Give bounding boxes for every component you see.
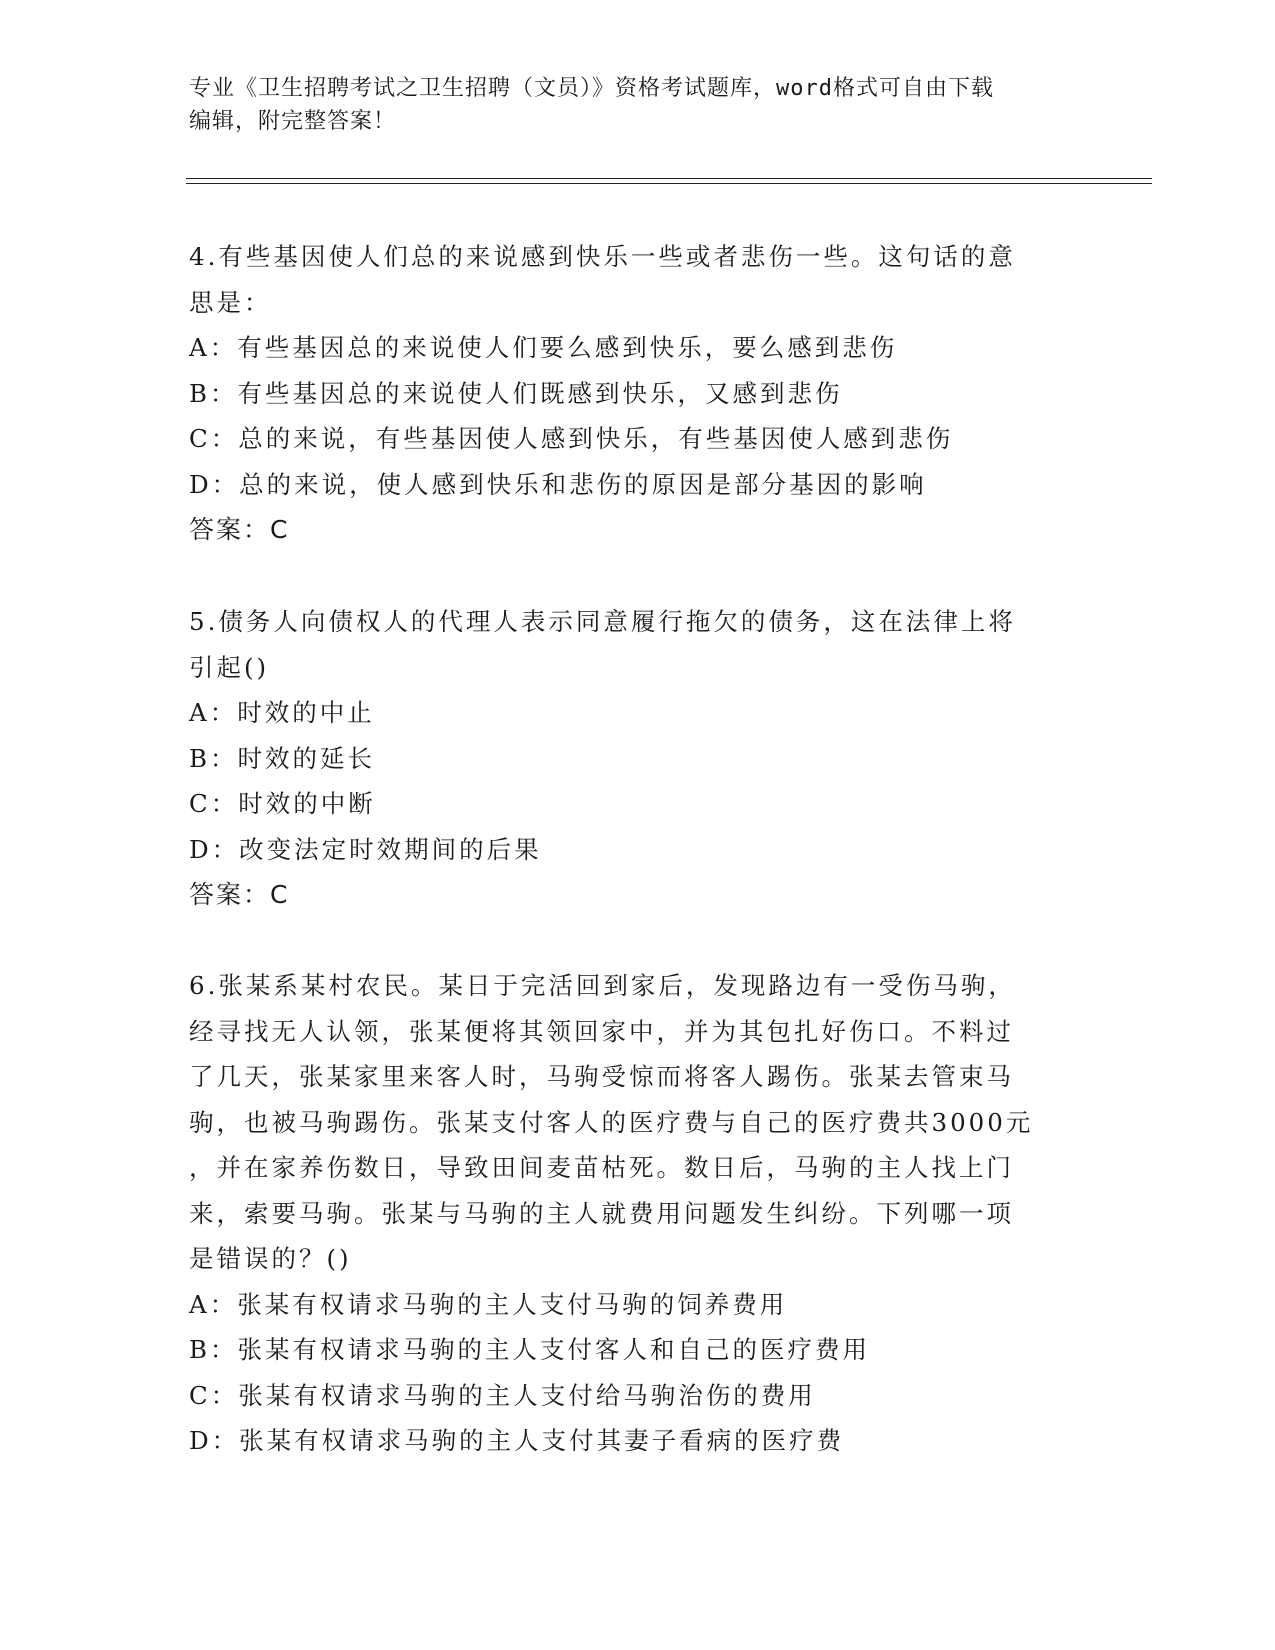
option-b: B：有些基因总的来说使人们既感到快乐，又感到悲伤 [189, 378, 843, 408]
header-line: 编辑，附完整答案！ [189, 109, 397, 134]
question-4 [189, 234, 1089, 553]
option-c: C：张某有权请求马驹的主人支付给马驹治伤的费用 [189, 1380, 816, 1410]
option-c: C：时效的中断 [189, 789, 376, 818]
answer-line: 答案：C [189, 515, 290, 544]
header-divider-bottom [186, 183, 1152, 184]
header-divider-top [186, 178, 1152, 179]
question-stem-line: 是错误的？() [189, 1244, 352, 1273]
question-stem-line: 思是： [189, 287, 272, 317]
question-stem-line: 5.债务人向债权人的代理人表示同意履行拖欠的债务，这在法律上将 [189, 607, 1016, 636]
option-d: D：总的来说，使人感到快乐和悲伤的原因是部分基因的影响 [189, 469, 927, 499]
option-a: A：张某有权请求马驹的主人支付马驹的饲养费用 [189, 1289, 788, 1319]
option-b: B：时效的延长 [189, 743, 376, 773]
question-stem-line: 6.张某系某村农民。某日于完活回到家后，发现路边有一受伤马驹， [189, 971, 1016, 1000]
question-stem-line: ，并在家养伤数日，导致田间麦苗枯死。数日后，马驹的主人找上门 [189, 1153, 1014, 1182]
question-stem-line: 4.有些基因使人们总的来说感到快乐一些或者悲伤一些。这句话的意 [189, 242, 1016, 271]
question-stem-line: 了几天，张某家里来客人时，马驹受惊而将客人踢伤。张某去管束马 [189, 1062, 1014, 1091]
option-b: B：张某有权请求马驹的主人支付客人和自己的医疗费用 [189, 1335, 871, 1364]
question-5 [189, 599, 1089, 918]
option-d: D：改变法定时效期间的后果 [189, 834, 542, 864]
question-6 [189, 963, 1089, 1464]
question-stem-line: 来，索要马驹。张某与马驹的主人就费用问题发生纠纷。下列哪一项 [189, 1198, 1014, 1228]
header-line: 专业《卫生招聘考试之卫生招聘（文员）》资格考试题库，word格式可自由下载 [189, 76, 994, 101]
document-header [189, 72, 1089, 138]
question-stem-line: 经寻找无人认领，张某便将其领回家中，并为其包扎好伤口。不料过 [189, 1016, 1014, 1046]
option-d: D：张某有权请求马驹的主人支付其妻子看病的医疗费 [189, 1426, 845, 1455]
question-stem-line: 引起() [189, 652, 270, 682]
option-a: A：有些基因总的来说使人们要么感到快乐，要么感到悲伤 [189, 333, 898, 362]
question-stem-line: 驹，也被马驹踢伤。张某支付客人的医疗费与自己的医疗费共3000元 [189, 1107, 1034, 1137]
option-c: C：总的来说，有些基因使人感到快乐，有些基因使人感到悲伤 [189, 424, 954, 453]
answer-line: 答案：C [189, 880, 290, 909]
option-a: A：时效的中止 [189, 698, 375, 727]
